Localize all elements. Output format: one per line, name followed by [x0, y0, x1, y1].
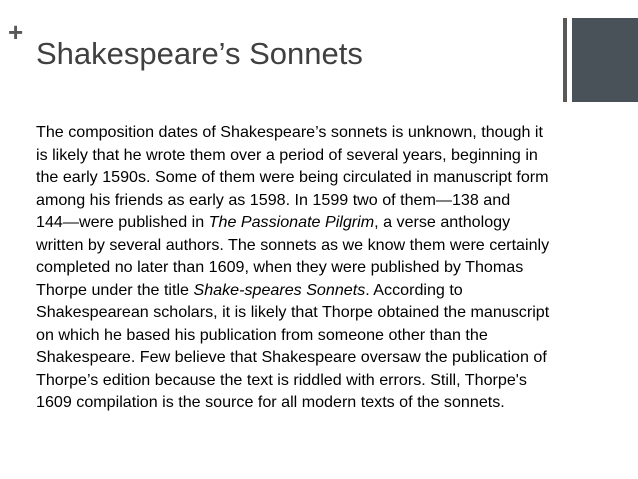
- body-line: [36, 144, 610, 167]
- body-line: [36, 301, 610, 324]
- body-line: [36, 346, 610, 369]
- body-text-segment: Thorpe’s edition because the text is riddled with errors. Still, Thorpe's: [36, 370, 527, 389]
- body-line: [36, 234, 610, 257]
- body-line: [36, 324, 610, 347]
- body-text-segment: , a verse anthology: [374, 213, 511, 231]
- body-text-segment: 1609 compilation is the source for all modern texts of the sonnets.: [36, 393, 505, 411]
- body-text-segment: the early 1590s. Some of them were being circulated in manuscript form: [36, 168, 549, 186]
- body-line: [36, 189, 610, 212]
- accent-bar-thin: [563, 18, 567, 102]
- body-text-segment: Shakespearean scholars, it is likely that Thorpe obtained the manuscript: [36, 303, 550, 321]
- body-line: [36, 391, 610, 414]
- body-text-segment: Shakespeare. Few believe that Shakespeare oversaw the publication of: [36, 348, 547, 366]
- body-line: [36, 256, 610, 279]
- body-text-segment: completed no later than 1609, when they were published by Thomas: [36, 258, 524, 276]
- accent-block: [572, 18, 638, 102]
- body-text-segment: among his friends as early as 1598. In 1599 two of them—138 and: [36, 190, 511, 209]
- slide-title: Shakespeare’s Sonnets: [36, 36, 363, 71]
- body-text-segment: written by several authors. The sonnets as we know them were certainly: [36, 235, 550, 254]
- body-line: [36, 166, 610, 189]
- body-text-segment: Thorpe under the title: [36, 280, 194, 299]
- body-line: [36, 121, 610, 144]
- body-line: [36, 211, 610, 234]
- body-text-segment: The composition dates of Shakespeare’s sonnets is unknown, though it: [36, 123, 543, 141]
- body-text-segment: is likely that he wrote them over a period of several years, beginning in: [36, 145, 538, 164]
- body-line: [36, 279, 610, 302]
- plus-icon: +: [8, 17, 24, 47]
- body-text-segment: 144—were published in: [36, 213, 209, 231]
- body-text-segment: on which he based his publication from someone other than the: [36, 325, 488, 344]
- italic-title-text: Shake-speares Sonnets: [193, 280, 366, 299]
- body-paragraph: [36, 121, 610, 414]
- italic-title-text: The Passionate Pilgrim: [208, 213, 375, 231]
- body-text-segment: . According to: [365, 280, 463, 299]
- body-line: [36, 369, 610, 392]
